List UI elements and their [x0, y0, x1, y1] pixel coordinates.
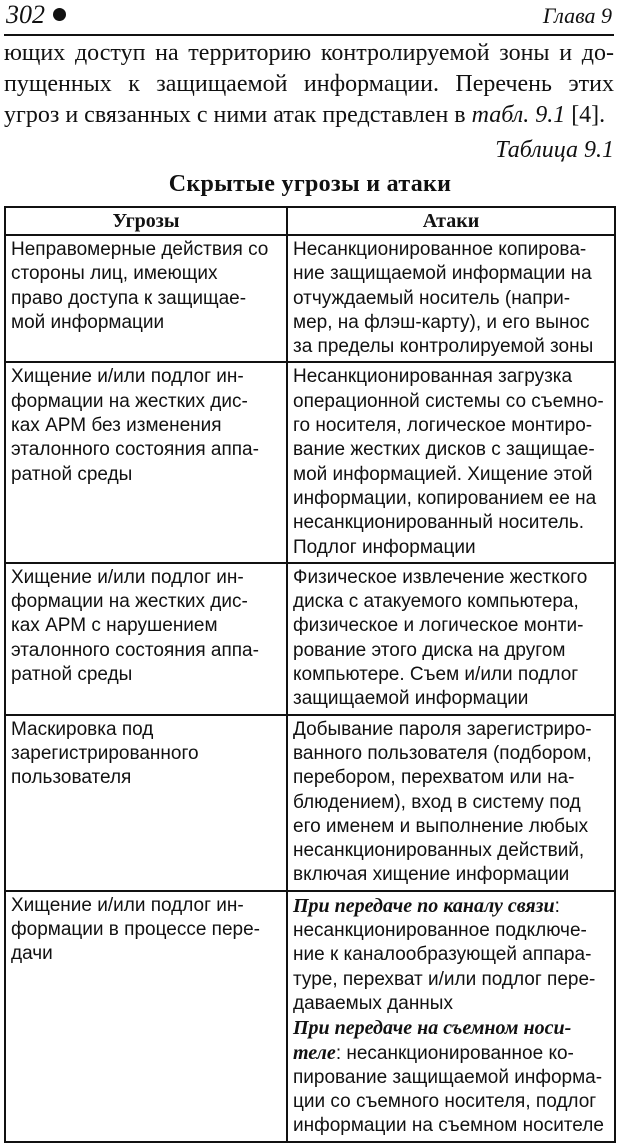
attack-line: защищаемой информации [293, 688, 529, 710]
table-row [5, 362, 615, 562]
attack-line: диска с атакуемого компьютера, [293, 591, 579, 613]
table-row [5, 563, 615, 715]
threat-line: ратной среды [11, 664, 133, 686]
threat-line: зарегистрированного [11, 742, 199, 764]
attack-line: ванного пользователя (подбором, [293, 742, 592, 764]
threat-line: Маскировка под [11, 718, 154, 740]
attack-line: вание жестких дисков с защищае- [293, 439, 595, 461]
threat-cell [5, 235, 287, 362]
threat-line: мой информации [11, 311, 165, 333]
attack-line: ние к каналообразующей аппара- [293, 944, 592, 966]
threat-line: формации на жестких дис- [11, 591, 248, 613]
subheading-media: При передаче на съемном носи- [293, 1017, 572, 1040]
attack-line: включая хищение информации [293, 864, 570, 886]
attack-cell [287, 891, 615, 1142]
running-header [4, 0, 614, 36]
attack-line [293, 1041, 609, 1066]
attack-line: перебором, перехватом или на- [293, 767, 575, 789]
table-label: Таблица 9.1 [495, 137, 614, 163]
attack-line: ние защищаемой информации на [293, 263, 592, 285]
subheading-channel: При передаче по каналу связи [293, 894, 555, 917]
attack-line: пирование защищаемой информа- [293, 1066, 603, 1088]
attack-line: блюдением), вход в систему под [293, 791, 581, 813]
threat-line: Хищение и/или подлог ин- [11, 566, 244, 588]
table-row [5, 715, 615, 891]
chapter-title: Глава 9 [542, 3, 612, 28]
threat-line: дачи [11, 943, 53, 965]
threat-line: формации на жестких дис- [11, 390, 248, 412]
attack-line: Несанкционированное копирова- [293, 239, 587, 260]
threat-line: Неправомерные действия со [11, 239, 269, 260]
threat-line: право доступа к защищае- [11, 287, 247, 309]
subheading-tail: : [554, 895, 560, 917]
attack-cell [287, 563, 615, 715]
attack-line: несанкционированных действий, [293, 840, 585, 862]
body-line: угроз и связанных с ними атак представлен в табл. 9.1 [4]. [4, 102, 606, 128]
attack-line: рование этого диска на другом [293, 639, 566, 661]
threat-line: Хищение и/или подлог ин- [11, 894, 244, 916]
attack-line: Подлог информации [293, 536, 476, 558]
threat-cell [5, 891, 287, 1142]
attack-line: Физическое извлечение жесткого [293, 566, 588, 588]
threat-line: эталонного состояния аппа- [11, 639, 259, 661]
attack-line: несанкционированное подключе- [293, 920, 587, 942]
attack-line: Добывание пароля зарегистриро- [293, 718, 592, 740]
table-row [5, 235, 615, 362]
threat-cell [5, 715, 287, 891]
threat-line: формации в процессе пере- [11, 919, 260, 941]
attack-line: за пределы контролируемой зоны [293, 336, 594, 358]
attack-line: информации, копированием ее на [293, 487, 597, 509]
attack-line-tail: : несанкционированное ко- [335, 1042, 574, 1064]
attack-cell [287, 715, 615, 891]
threat-line: стороны лиц, имеющих [11, 263, 218, 285]
bullet-dot-icon [53, 8, 66, 21]
table-row [5, 891, 615, 1142]
threat-line: ках АРМ с нарушением [11, 615, 218, 637]
attack-subheading [293, 894, 609, 919]
attack-line: его именем и выполнение любых [293, 815, 589, 837]
attack-line: мой информацией. Хищение этой [293, 463, 593, 485]
column-header-threats: Угрозы [5, 207, 287, 235]
body-paragraph [4, 38, 614, 131]
threat-line: пользователя [11, 767, 132, 789]
threat-line: Хищение и/или подлог ин- [11, 366, 244, 388]
body-line: ющих доступ на территорию контролируемой зоны и до- [4, 40, 614, 66]
attack-line: отчуждаемый носитель (напри- [293, 287, 571, 309]
threat-cell [5, 563, 287, 715]
threat-line: ратной среды [11, 463, 133, 485]
table-header-row [5, 207, 615, 235]
attack-line: туре, перехват и/или подлог пере- [293, 968, 596, 990]
table-reference: табл. 9.1 [471, 102, 566, 128]
attack-line: компьютере. Съем и/или подлог [293, 664, 579, 686]
threat-cell [5, 362, 287, 562]
threat-line: ках АРМ без изменения [11, 415, 222, 437]
threats-attacks-table [4, 206, 616, 1143]
attack-line: физическое и логическое монти- [293, 615, 584, 637]
attack-line: Несанкционированная загрузка [293, 366, 573, 388]
attack-line: даваемых данных [293, 992, 453, 1014]
attack-line: несанкционированный носитель. [293, 512, 585, 534]
threat-line: эталонного состояния аппа- [11, 439, 259, 461]
table-title: Скрытые угрозы и атаки [168, 171, 452, 197]
column-header-attacks: Атаки [287, 207, 615, 235]
attack-line: мер, на флэш-карту), и его вынос [293, 311, 590, 333]
attack-line: ции со съемного носителя, подлог [293, 1091, 597, 1113]
attack-cell [287, 235, 615, 362]
attack-cell [287, 362, 615, 562]
subheading-media-cont: теле [293, 1041, 336, 1064]
attack-line: го носителя, логическое монтиро- [293, 415, 593, 437]
attack-line: операционной системы со съемно- [293, 390, 604, 412]
attack-line: информации на съемном носителе [293, 1115, 604, 1137]
page-number: 302 [6, 0, 66, 30]
body-line: пущенных к защищаемой информации. Перечень этих [4, 71, 614, 97]
